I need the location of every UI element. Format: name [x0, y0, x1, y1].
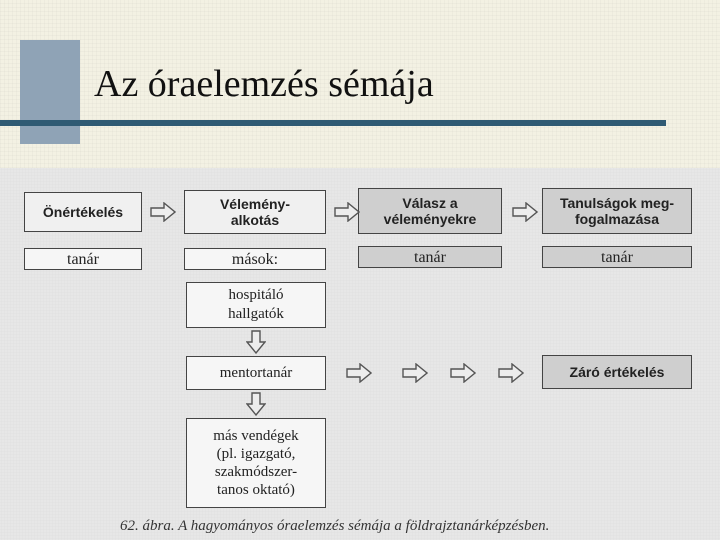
- decorative-square: [20, 40, 80, 144]
- arrow-right-2: [334, 202, 360, 222]
- arrow-chain-1: [346, 363, 372, 383]
- arrow-chain-4: [498, 363, 524, 383]
- slide-title: Az óraelemzés sémája: [94, 63, 434, 105]
- decorative-title-rule: [0, 120, 666, 126]
- box-final-evaluation: Záró értékelés: [542, 355, 692, 389]
- box-response-to-opinions: Válasz a véleményekre: [358, 188, 502, 234]
- box-teacher-3: tanár: [542, 246, 692, 268]
- arrow-down-2: [246, 392, 266, 416]
- arrow-down-1: [246, 330, 266, 354]
- box-conclusions: Tanulságok meg- fogalmazása: [542, 188, 692, 234]
- arrow-chain-3: [450, 363, 476, 383]
- arrow-chain-2: [402, 363, 428, 383]
- box-mentor-teacher: mentortanár: [186, 356, 326, 390]
- box-other-guests: más vendégek (pl. igazgató, szakmódszer- tanos oktató): [186, 418, 326, 508]
- box-opinion-forming: Vélemény- alkotás: [184, 190, 326, 234]
- figure-caption: 62. ábra. A hagyományos óraelemzés sémája a földrajztanárképzésben.: [120, 518, 550, 534]
- arrow-right-3: [512, 202, 538, 222]
- box-self-evaluation: Önértékelés: [24, 192, 142, 232]
- box-observing-students: hospitáló hallgatók: [186, 282, 326, 328]
- box-teacher-2: tanár: [358, 246, 502, 268]
- box-others: mások:: [184, 248, 326, 270]
- box-teacher-1: tanár: [24, 248, 142, 270]
- arrow-right-1: [150, 202, 176, 222]
